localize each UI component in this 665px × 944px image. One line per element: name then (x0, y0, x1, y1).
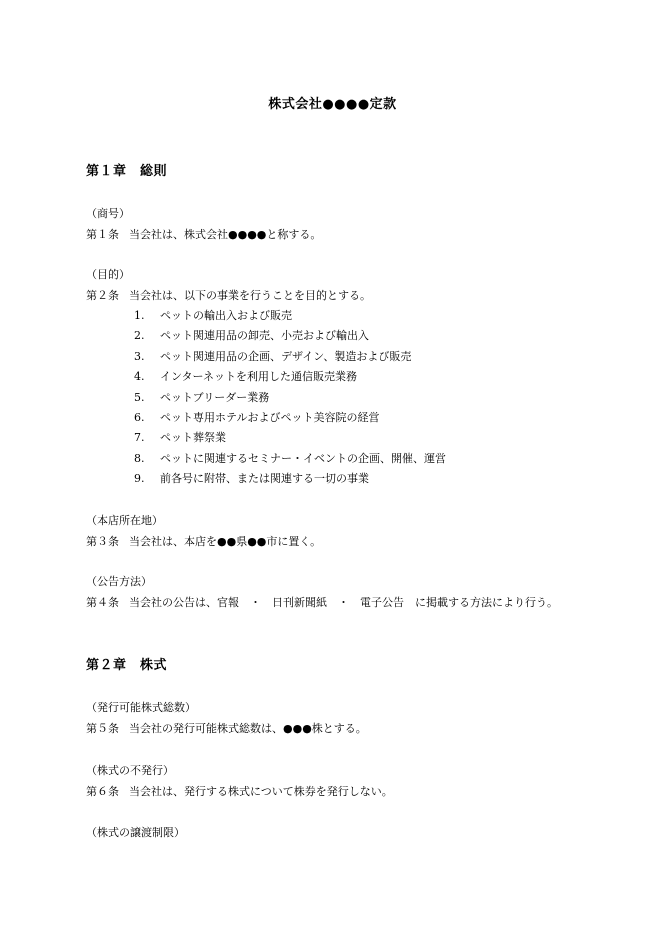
article-text-3: 当会社は、本店を●●県●●市に置く。 (129, 535, 322, 548)
list-item-number: 3. (134, 349, 145, 363)
chapter-heading-1: 第１章 総則 (86, 164, 168, 179)
article-caption-2: （目的） (86, 268, 130, 281)
list-item-text: ペットに関連するセミナー・イベントの企画、開催、運営 (160, 451, 446, 465)
article-number-3: 第３条 (86, 535, 119, 548)
list-item-number: 8. (134, 451, 145, 465)
article-caption-4: （公告方法） (86, 575, 152, 588)
list-item-text: 前各号に附帯、または関連する一切の事業 (160, 472, 369, 486)
article-3 (86, 532, 581, 552)
article-caption-7: （株式の譲渡制限） (86, 826, 185, 839)
list-item-text: ペットの輸出入および販売 (160, 309, 292, 322)
list-item-number: 4. (134, 370, 145, 384)
article-caption-5: （発行可能株式総数） (86, 701, 196, 714)
list-item-number: 6. (134, 410, 145, 424)
list-item-text: ペット関連用品の企画、デザイン、製造および販売 (160, 349, 412, 363)
list-item-text: ペット専用ホテルおよびペット美容院の経営 (160, 410, 380, 424)
list-item-text: ペット関連用品の卸売、小売および輸出入 (160, 329, 369, 343)
list-item-text: ペット葬祭業 (160, 431, 226, 445)
list-item-text: インターネットを利用した通信販売業務 (160, 370, 358, 384)
article-text-2: 当会社は、以下の事業を行うことを目的とする。 (129, 289, 371, 302)
article-1 (86, 225, 581, 245)
article-4 (86, 593, 581, 613)
list-item-number: 1. (134, 309, 145, 322)
article-text-4: 当会社の公告は、官報 ・ 日刊新聞紙 ・ 電子公告 に掲載する方法により行う。 (129, 596, 558, 609)
document-title: 株式会社●●●●定款 (268, 97, 397, 112)
article-caption-1: （商号） (86, 207, 130, 220)
article-number-1: 第１条 (86, 228, 119, 241)
article-text-6: 当会社は、発行する株式について株券を発行しない。 (129, 785, 393, 798)
list-item-number: 9. (134, 472, 145, 486)
article-number-6: 第６条 (86, 785, 119, 798)
article-text-5: 当会社の発行可能株式総数は、●●●株とする。 (129, 722, 367, 735)
article-caption-3: （本店所在地） (86, 514, 163, 527)
list-item-number: 5. (134, 390, 145, 404)
article-number-4: 第４条 (86, 596, 119, 609)
article-2 (86, 286, 581, 306)
article-5 (86, 719, 581, 739)
list-item-number: 2. (134, 329, 145, 343)
article-caption-6: （株式の不発行） (86, 764, 174, 777)
list-item-number: 7. (134, 431, 145, 445)
list-item-text: ペットブリーダー業務 (160, 390, 270, 404)
article-number-5: 第５条 (86, 722, 119, 735)
chapter-heading-2: 第２章 株式 (86, 658, 168, 673)
article-text-1: 当会社は、株式会社●●●●と称する。 (129, 228, 322, 241)
article-6 (86, 782, 581, 802)
article-number-2: 第２条 (86, 289, 119, 302)
